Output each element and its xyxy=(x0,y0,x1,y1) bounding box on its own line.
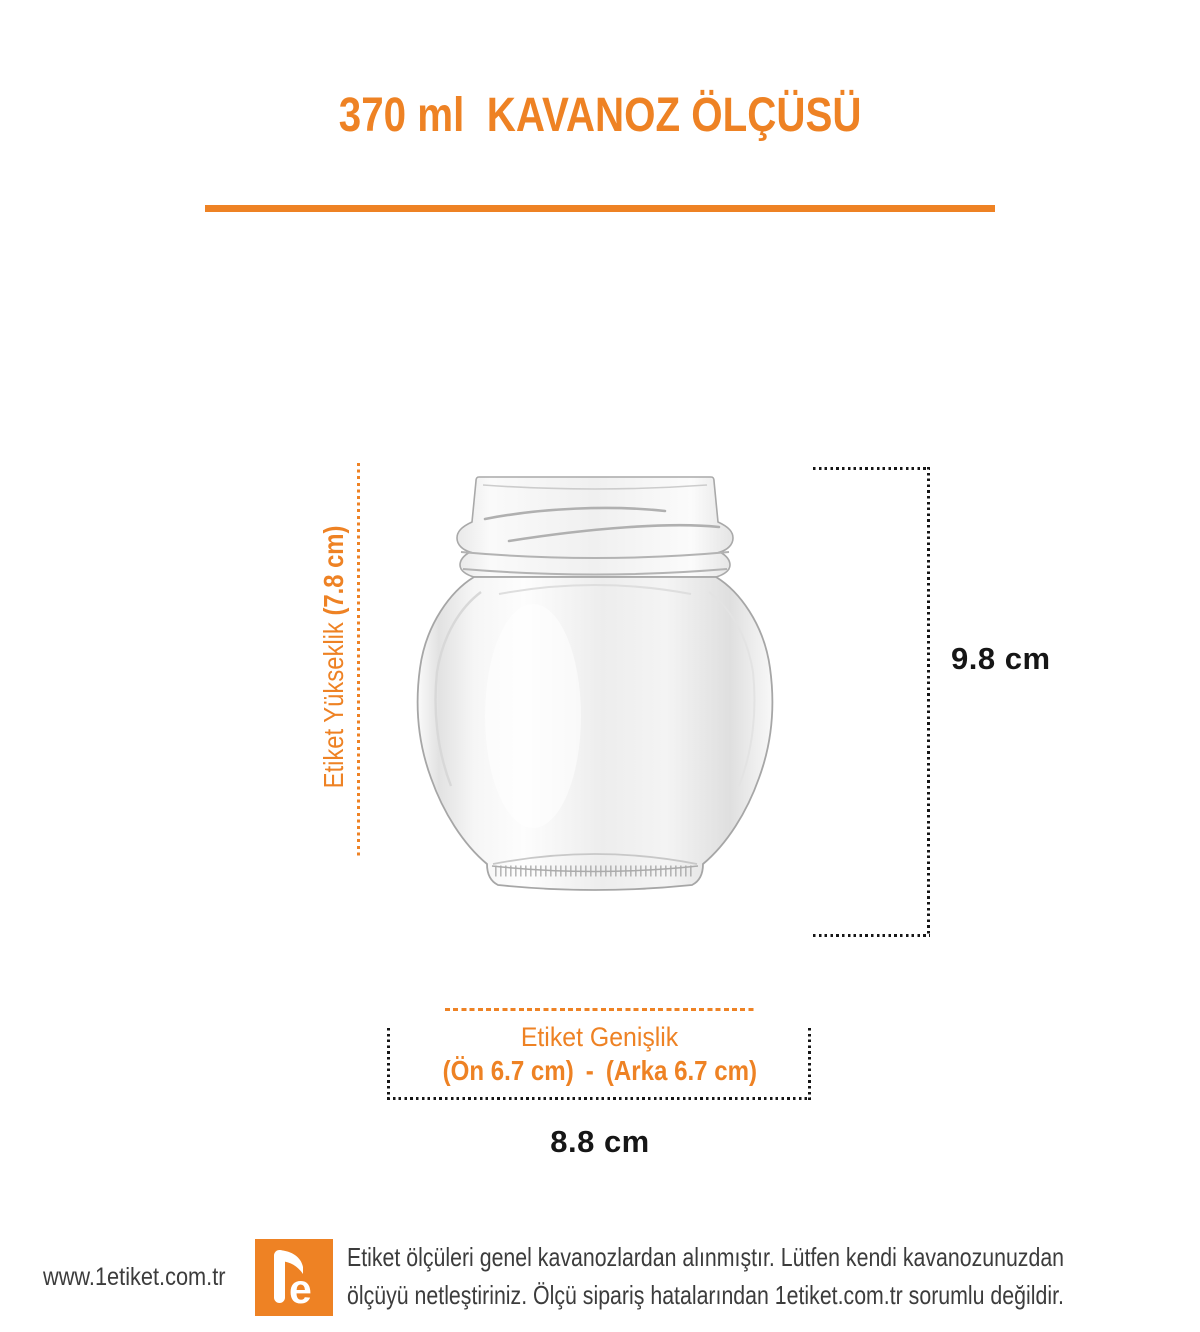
jar-body xyxy=(418,577,773,890)
page-title-text: 370 ml KAVANOZ ÖLÇÜSÜ xyxy=(338,89,862,142)
1etiket-logo xyxy=(255,1239,333,1316)
label-width-front: (Ön 6.7 cm) xyxy=(442,1055,574,1086)
disclaimer-line-2: ölçüyü netleştiriniz. Ölçü sipariş hatalarından 1etiket.com.tr sorumlu değildir. xyxy=(347,1280,1064,1310)
jar-width-value: 8.8 cm xyxy=(550,1124,650,1159)
disclaimer-line-1: Etiket ölçüleri genel kavanozlardan alınmıştır. Lütfen kendi kavanozunuzdan xyxy=(347,1242,1065,1272)
label-width-detail xyxy=(330,1055,870,1087)
label-width-title-text: Etiket Genişlik xyxy=(521,1022,679,1052)
logo-e-glyph: e xyxy=(289,1266,312,1312)
width-bracket-left xyxy=(387,1028,390,1100)
height-bracket-top xyxy=(813,467,930,470)
page-title xyxy=(0,88,1200,143)
jar-height-value: 9.8 cm xyxy=(951,641,1051,676)
width-bracket-line xyxy=(387,1097,811,1100)
label-height-prefix: Etiket Yükseklik xyxy=(318,615,349,789)
title-underline xyxy=(205,205,995,212)
label-width-detail-text xyxy=(443,1055,757,1087)
disclaimer xyxy=(347,1238,1177,1314)
label-width-separator: - xyxy=(585,1055,594,1086)
jar-neck xyxy=(457,477,733,577)
label-width-back: (Arka 6.7 cm) xyxy=(605,1055,758,1086)
website-url-text: www.1etiket.com.tr xyxy=(43,1263,226,1291)
width-bracket-right xyxy=(808,1028,811,1100)
label-height-value: (7.8 cm) xyxy=(318,525,349,616)
label-height-text xyxy=(318,526,350,789)
label-width-title xyxy=(390,1022,810,1053)
label-height-dotted-line xyxy=(357,463,360,858)
height-bracket-line xyxy=(927,467,930,937)
jar-image xyxy=(413,472,777,894)
height-bracket-bottom xyxy=(813,934,930,937)
website-url xyxy=(43,1263,253,1292)
label-width-dotted-line xyxy=(445,1008,756,1011)
jar-highlight xyxy=(485,604,581,828)
